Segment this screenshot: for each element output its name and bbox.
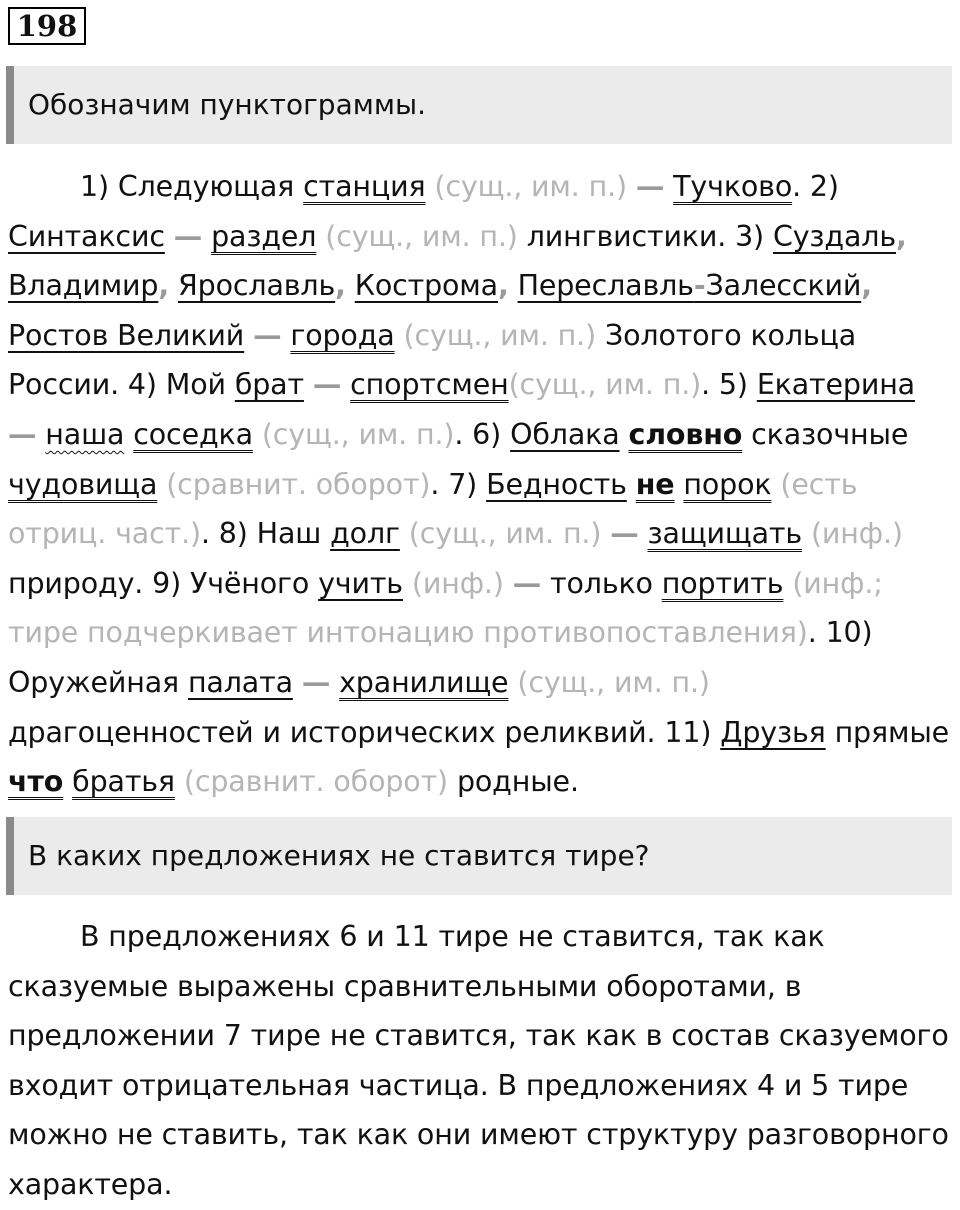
answer-paragraph: В предложениях 6 и 11 тире не ставится, так как сказуемые выражены сравнительными оборотами, в предложении 7 тире не ставится, так как в состав сказуемого входит отрицательная частица. В предложениях 4 и 5 тире можно не ставить, так как они имеют структуру разговорного характера. bbox=[8, 920, 949, 1201]
section-heading-question: В каких предложениях не ставится тире? bbox=[6, 817, 952, 895]
annotated-sentences: 1) Следующая станция (сущ., им. п.) — Тучково. 2) Синтаксис — раздел (сущ., им. п.) лингвистики. 3) Суздаль, Владимир, Ярославль, Кострома, Переславль-Залесский, Ростов Великий — города (сущ., им. п.) Золотого кольца России. 4) Мой брат — спортсмен(сущ., им. п.). 5) Екатерина — наша соседка (сущ., им. п.). 6) Облака словно сказочные чудовища (сравнит. оборот). 7) Бедность не порок (есть отриц. част.). 8) Наш долг (сущ., им. п.) — защищать (инф.) природу. 9) Учёного учить (инф.) — только портить (инф.; тире подчеркивает интонацию противопоставления). 10) Оружейная палата — хранилище (сущ., им. п.) драгоценностей и исторических реликвий. 11) Друзья прямые что братья (сравнит. оборот) родные. bbox=[8, 170, 950, 799]
task-number: 198 bbox=[8, 7, 86, 45]
section-heading-punctograms: Обозначим пунктограммы. bbox=[6, 66, 952, 144]
